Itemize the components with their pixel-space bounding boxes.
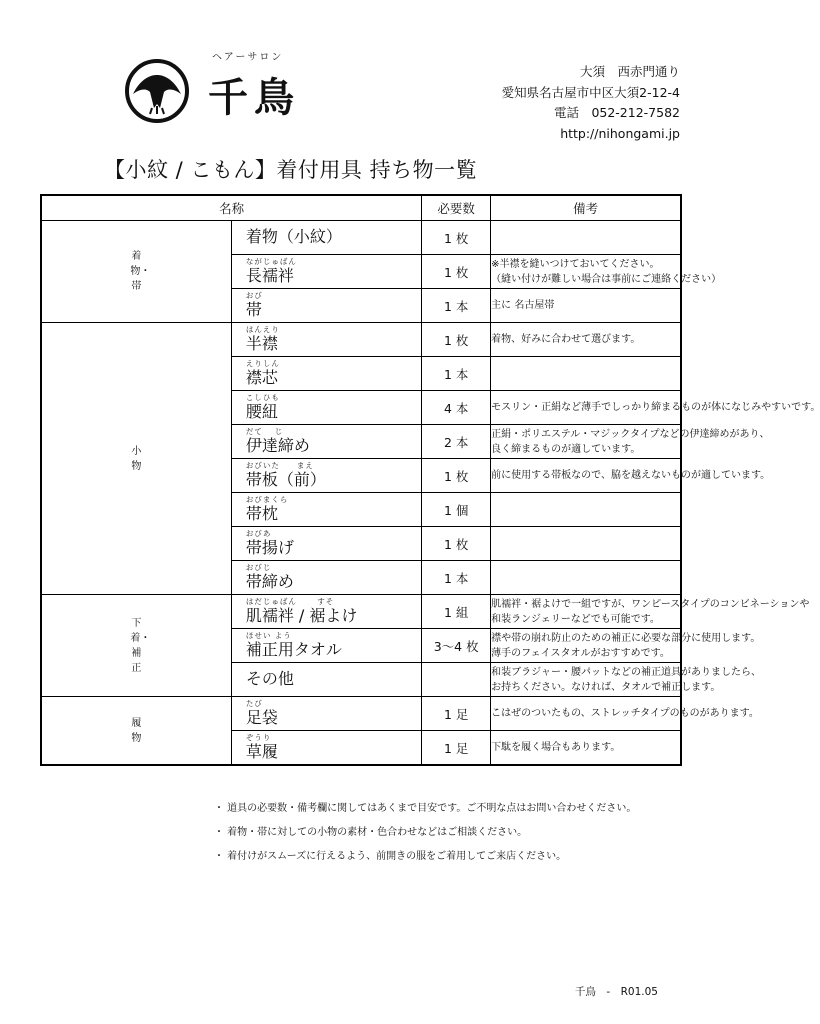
item-ruby: おび — [245, 291, 263, 300]
item-name: 帯板（前） — [245, 470, 326, 489]
item-name: 半襟 — [245, 334, 278, 353]
header-note: 備考 — [491, 195, 681, 221]
item-note-line: こはぜのついたもの、ストレッチタイプのものがあります。 — [491, 708, 759, 719]
address-phone: 電話 052-212-7582 — [553, 105, 680, 120]
footer-version: 千鳥 - R01.05 — [574, 986, 658, 998]
note-item: ・ 道具の必要数・備考欄に関してはあくまで目安です。ご不明な点はお問い合わせください。 — [214, 803, 637, 814]
item-name-cell — [231, 459, 421, 493]
table-row — [41, 323, 681, 357]
item-ruby: たび — [245, 699, 263, 708]
shop-address — [502, 62, 680, 144]
address-area: 大須 西赤門通り — [579, 64, 680, 79]
group-label — [41, 595, 231, 697]
item-ruby: こしひも — [245, 393, 280, 402]
header-qty: 必要数 — [422, 195, 491, 221]
item-note-line: 下駄を履く場合もあります。 — [491, 742, 621, 753]
item-ruby: はだじゅばん すそ — [245, 597, 335, 606]
header-name: 名称 — [41, 195, 422, 221]
table-row — [41, 221, 681, 255]
table-body — [41, 221, 820, 766]
item-ruby: おびじ — [245, 563, 272, 572]
item-name: 長襦袢 — [245, 266, 294, 285]
item-name-cell — [231, 595, 421, 629]
item-note — [491, 459, 771, 493]
item-name-cell — [231, 527, 421, 561]
item-note-line: 襟や帯の崩れ防止のための補正に必要な部分に使用します。 — [491, 632, 761, 644]
item-note-line: 正絹・ポリエステル・マジックタイプなどの伊達締めがあり、 — [491, 428, 770, 440]
item-name-cell — [231, 493, 421, 527]
item-name: その他 — [245, 669, 294, 688]
item-note — [491, 663, 761, 697]
item-qty: 1 足 — [422, 731, 491, 766]
item-note-line: 和装ブラジャー・腰パットなどの補正道具がありましたら、 — [491, 666, 761, 678]
brand-name: 千鳥 — [208, 74, 300, 121]
page-title: 【小紋 / こもん】着付用具 持ち物一覧 — [104, 158, 478, 182]
group-label — [41, 323, 231, 595]
group-label-text: 着物・帯 — [130, 251, 151, 292]
item-name: 草履 — [245, 742, 278, 761]
item-note-line: 着物、好みに合わせて選びます。 — [491, 334, 641, 345]
note-item: ・ 着付けがスムーズに行えるよう、前開きの服をご着用してご来店ください。 — [214, 851, 567, 862]
item-note-line: ※半襟を縫いつけておいてください。 — [491, 258, 660, 270]
item-note — [491, 289, 681, 323]
item-qty: 1 個 — [422, 493, 491, 527]
item-ruby: ながじゅばん — [245, 257, 297, 266]
item-name-cell — [231, 697, 421, 731]
item-qty: 1 本 — [422, 289, 491, 323]
item-note — [491, 323, 681, 357]
brand-kana: ヘアーサロン — [212, 52, 284, 63]
item-name-cell — [231, 731, 421, 766]
group-label — [41, 697, 231, 766]
item-qty: 1 枚 — [422, 527, 491, 561]
item-note-line: 薄手のフェイスタオルがおすすめです。 — [491, 647, 670, 659]
item-ruby: おびまくら — [245, 495, 289, 504]
item-name: 着物（小紋） — [245, 227, 342, 246]
chidori-logo-icon — [124, 58, 190, 124]
item-qty: 1 足 — [422, 697, 491, 731]
item-qty: 3〜4 枚 — [422, 629, 491, 663]
item-name-cell — [231, 629, 421, 663]
item-note-line: 前に使用する帯板なので、脇を越えないものが適しています。 — [491, 470, 771, 481]
logo — [124, 44, 324, 132]
item-name-cell — [231, 289, 421, 323]
item-ruby: ほせい よう — [245, 631, 292, 640]
item-qty: 1 組 — [422, 595, 491, 629]
item-note — [491, 731, 681, 766]
item-note — [491, 527, 681, 561]
item-name: 帯揚げ — [245, 538, 294, 557]
table-header-row — [41, 195, 681, 221]
item-note-line: 主に 名古屋帯 — [491, 300, 555, 311]
item-ruby: だて じ — [245, 427, 284, 436]
item-ruby: おびあ — [245, 529, 272, 538]
item-name-cell — [231, 561, 421, 595]
item-note — [491, 697, 759, 731]
item-qty: 2 本 — [422, 425, 491, 459]
item-name-cell — [231, 255, 421, 289]
item-ruby: えりしん — [245, 359, 280, 368]
item-name: 足袋 — [245, 708, 278, 727]
item-name: 帯枕 — [245, 504, 278, 523]
item-name: 帯締め — [245, 572, 294, 591]
item-name-cell — [231, 221, 421, 255]
item-qty: 4 本 — [422, 391, 491, 425]
item-note — [491, 629, 761, 663]
item-qty: 1 枚 — [422, 323, 491, 357]
notes-list — [214, 797, 636, 869]
item-note — [491, 561, 681, 595]
group-label — [41, 221, 231, 323]
table-row — [41, 595, 681, 629]
note-item: ・ 着物・帯に対しての小物の素材・色合わせなどはご相談ください。 — [214, 827, 528, 838]
item-note — [491, 255, 722, 289]
items-table — [40, 194, 820, 766]
item-qty: 1 枚 — [422, 459, 491, 493]
item-name: 補正用タオル — [245, 640, 342, 659]
item-qty: 1 枚 — [422, 221, 491, 255]
item-name: 襟芯 — [245, 368, 278, 387]
item-note-line: お持ちください。なければ、タオルで補正します。 — [491, 681, 721, 693]
item-qty — [422, 663, 491, 697]
item-name-cell — [231, 391, 421, 425]
item-note — [491, 493, 681, 527]
table-row — [41, 697, 681, 731]
group-label-text: 小物 — [131, 445, 142, 472]
address-url[interactable]: http://nihongami.jp — [560, 125, 680, 141]
group-label-text: 下着・補正 — [130, 617, 151, 674]
item-name: 腰紐 — [245, 402, 278, 421]
item-ruby: はんえり — [245, 325, 280, 334]
item-name: 伊達締め — [245, 436, 310, 455]
item-name-cell — [231, 357, 421, 391]
item-qty: 1 本 — [422, 561, 491, 595]
item-name: 帯 — [245, 300, 262, 319]
item-note-line: 良く締まるものが適しています。 — [491, 443, 641, 455]
group-label-text: 履物 — [131, 717, 142, 744]
item-qty: 1 本 — [422, 357, 491, 391]
item-name-cell — [231, 425, 421, 459]
item-note — [491, 357, 681, 391]
item-note-line: 和装ランジェリーなどでも可能です。 — [491, 613, 660, 625]
item-name-cell — [231, 323, 421, 357]
item-note-line: （縫い付けが難しい場合は事前にご連絡ください） — [491, 273, 722, 285]
item-note — [491, 391, 820, 425]
item-note — [491, 221, 681, 255]
address-street: 愛知県名古屋市中区大須2-12-4 — [501, 84, 680, 100]
item-note-line: 肌襦袢・裾よけで一組ですが、ワンピースタイプのコンビネーションや — [491, 598, 810, 610]
item-note-line: モスリン・正絹など薄手でしっかり締まるものが体になじみやすいです。 — [491, 402, 820, 413]
item-name: 肌襦袢 / 裾よけ — [245, 606, 358, 625]
item-qty: 1 枚 — [422, 255, 491, 289]
item-ruby: おびいた まえ — [245, 461, 314, 470]
item-note — [491, 595, 810, 629]
item-name-cell — [231, 663, 421, 697]
item-ruby: ぞうり — [245, 733, 272, 742]
item-note — [491, 425, 770, 459]
